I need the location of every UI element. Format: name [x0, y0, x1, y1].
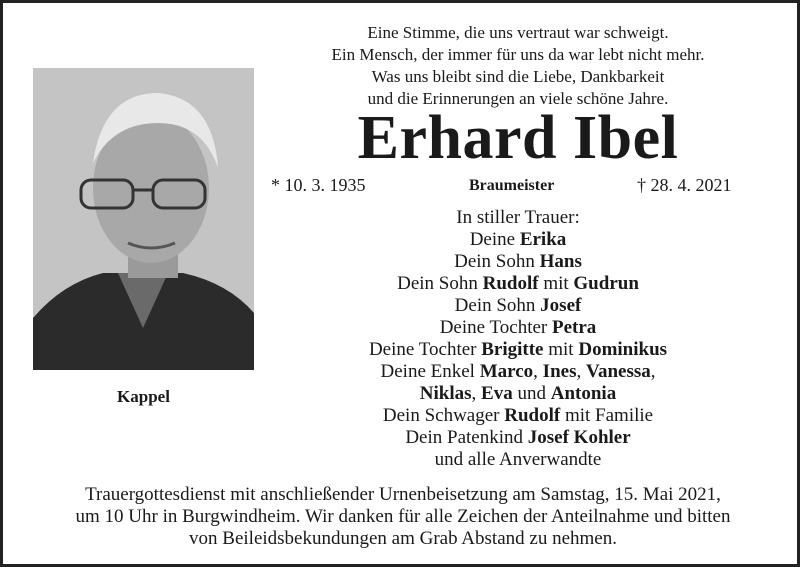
mourner-text: Deine Enkel: [380, 361, 480, 382]
mourner-name: Dominikus: [578, 339, 668, 360]
poem-line: Eine Stimme, die uns vertraut war schweigt.: [367, 23, 669, 42]
mourner-name: Erika: [519, 229, 567, 250]
mourner-line: [273, 295, 763, 317]
mourner-text: Dein Schwager: [382, 405, 505, 426]
mourner-text: In stiller Trauer:: [456, 207, 580, 228]
mourner-name: Vanessa: [585, 361, 651, 382]
mourner-name: Gudrun: [573, 273, 639, 294]
portrait-photo: [33, 68, 254, 370]
mourner-text: mit: [543, 339, 579, 360]
mourner-line: [273, 383, 763, 405]
mourner-text: mit Familie: [560, 405, 654, 426]
mourner-name: Eva: [481, 383, 513, 404]
mourner-text: mit: [538, 273, 574, 294]
mourner-text: ,: [650, 361, 656, 382]
mourner-text: Dein Patenkind: [405, 427, 528, 448]
mourner-text: Dein Sohn: [454, 295, 541, 316]
poem: [273, 22, 763, 110]
mourner-name: Marco: [479, 361, 534, 382]
mourner-text: und alle Anverwandte: [434, 449, 602, 470]
mourner-line: [273, 339, 763, 361]
mourner-text: Deine: [469, 229, 520, 250]
mourner-text: ,: [533, 361, 543, 382]
profession: Braumeister: [469, 177, 555, 194]
mourner-name: Petra: [551, 317, 597, 338]
mourners-list: [273, 207, 763, 471]
mourner-name: Antonia: [550, 383, 617, 404]
mourner-line: [273, 405, 763, 427]
poem-line: Was uns bleibt sind die Liebe, Dankbarkeit: [371, 67, 665, 86]
footer-line: um 10 Uhr in Burgwindheim. Wir danken für alle Zeichen der Anteilnahme und bitten: [75, 506, 731, 527]
mourner-text: und: [512, 383, 551, 404]
mourner-text: Dein Sohn: [454, 251, 540, 272]
footer-line: von Beileidsbekundungen am Grab Abstand zu nehmen.: [189, 528, 617, 549]
mourner-name: Rudolf: [482, 273, 539, 294]
mourner-line: [273, 427, 763, 449]
mourner-name: Ines: [542, 361, 577, 382]
mourner-line: [273, 317, 763, 339]
mourner-text: Deine Tochter: [368, 339, 482, 360]
mourner-line: [273, 229, 763, 251]
footer-line: Trauergottesdienst mit anschließender Urnenbeisetzung am Samstag, 15. Mai 2021,: [85, 484, 721, 505]
deceased-name: Erhard Ibel: [357, 104, 679, 172]
poem-line: Ein Mensch, der immer für uns da war lebt nicht mehr.: [331, 45, 705, 64]
mourner-name: Rudolf: [504, 405, 561, 426]
mourner-text: ,: [471, 383, 482, 404]
mourner-name: Josef Kohler: [527, 427, 631, 448]
death-date: † 28. 4. 2021: [637, 175, 732, 195]
mourner-line: [273, 251, 763, 273]
place-caption: Kappel: [117, 387, 170, 406]
service-info: [3, 484, 800, 550]
mourner-line: [273, 273, 763, 295]
mourner-line: [273, 361, 763, 383]
mourner-text: ,: [576, 361, 586, 382]
birth-date: * 10. 3. 1935: [271, 175, 366, 195]
mourner-name: Josef: [540, 295, 582, 316]
mourner-name: Niklas: [419, 383, 472, 404]
poem-line: und die Erinnerungen an viele schöne Jahre.: [367, 89, 669, 108]
mourner-line: [273, 207, 763, 229]
mourner-text: Deine Tochter: [439, 317, 552, 338]
mourner-name: Brigitte: [481, 339, 544, 360]
mourner-name: Hans: [539, 251, 582, 272]
mourner-line: [273, 449, 763, 471]
mourner-text: Dein Sohn: [397, 273, 483, 294]
